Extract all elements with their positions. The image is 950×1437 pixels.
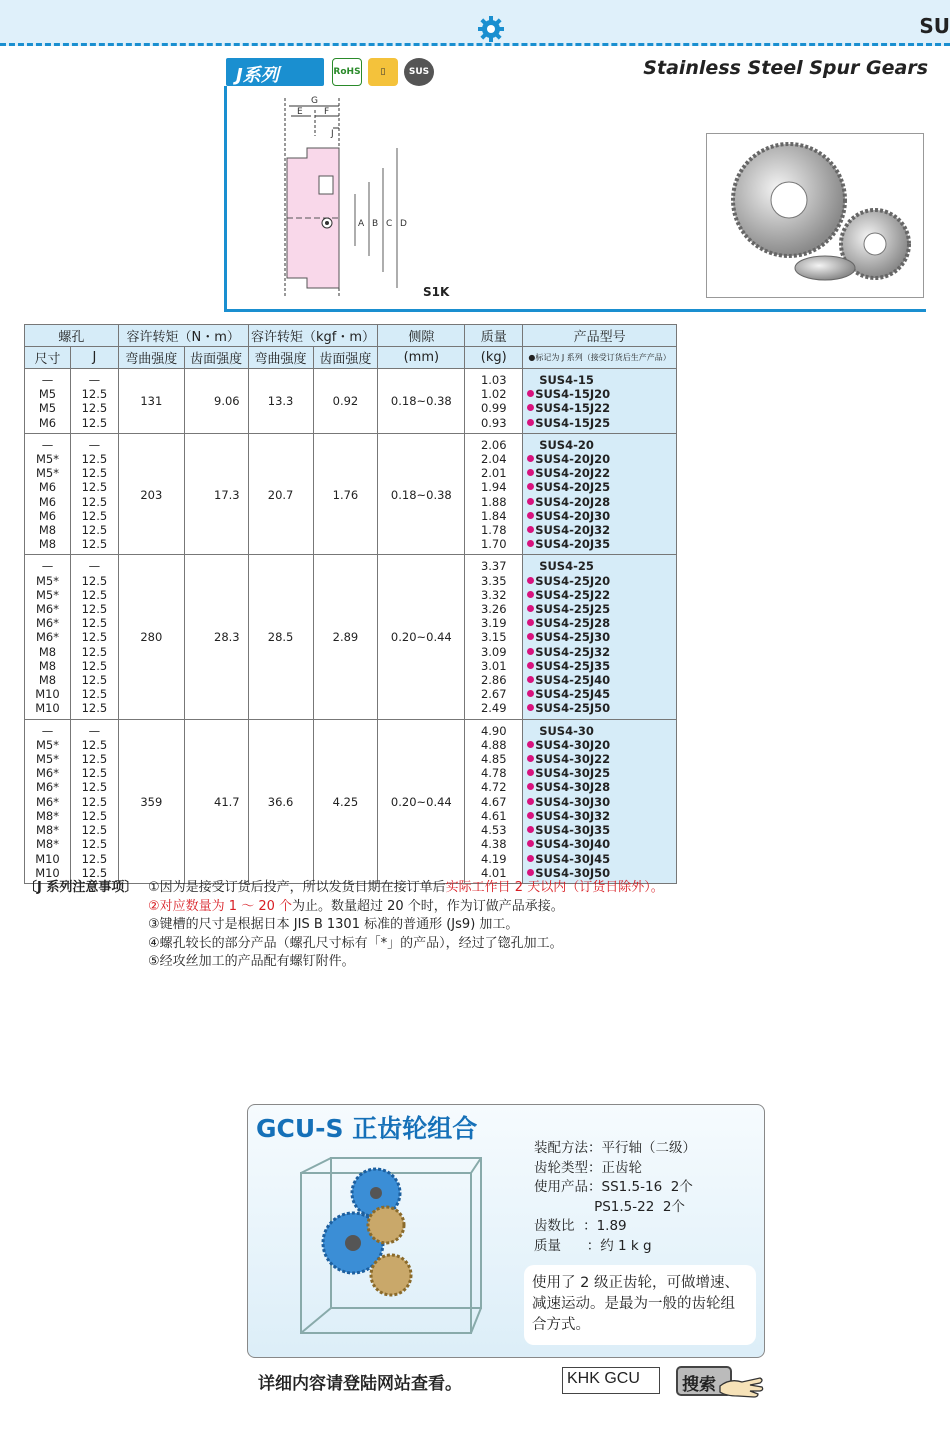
j-series-dot-icon <box>527 769 534 776</box>
j-series-dot-icon <box>527 591 534 598</box>
col-torque-kgf: 容许转矩（kgf・m） <box>248 325 378 347</box>
j-series-dot-icon <box>527 619 534 626</box>
col-size: 尺寸 <box>25 347 71 369</box>
face-nm-cell: 28.3 <box>184 555 248 719</box>
j-series-dot-icon <box>527 840 534 847</box>
j-series-dot-icon <box>527 648 534 655</box>
j-cell: — 12.5 12.5 12.5 12.5 12.5 12.5 12.5 12.5 12.5 12.5 <box>70 719 118 883</box>
mass-cell: 1.03 1.02 0.99 0.93 <box>465 369 523 434</box>
gear-cross-section-drawing <box>247 86 477 306</box>
face-kgf-cell: 1.76 <box>313 433 378 555</box>
j-series-dot-icon <box>527 512 534 519</box>
col-backlash: 侧隙 <box>378 325 465 347</box>
bend-kgf-cell: 28.5 <box>248 555 313 719</box>
face-kgf-cell: 0.92 <box>313 369 378 434</box>
spec-table <box>24 324 677 884</box>
bend-nm-cell: 280 <box>118 555 184 719</box>
j-series-dot-icon <box>527 498 534 505</box>
face-nm-cell: 41.7 <box>184 719 248 883</box>
col-model-note: ●标记为 J 系列（接受订货后生产产品） <box>523 347 677 369</box>
dim-g-label: G <box>311 96 318 106</box>
col-backlash-unit: (mm) <box>378 347 465 369</box>
j-series-dot-icon <box>527 483 534 490</box>
table-row <box>25 555 677 719</box>
j-series-dot-icon <box>527 812 534 819</box>
notes-title: 〔J 系列注意事项〕 <box>24 880 138 895</box>
gcu-promo-box <box>247 1104 765 1358</box>
face-nm-cell: 17.3 <box>184 433 248 555</box>
search-input[interactable]: KHK GCU <box>562 1367 660 1394</box>
j-series-dot-icon <box>527 690 534 697</box>
table-row <box>25 369 677 434</box>
backlash-cell: 0.20~0.44 <box>378 555 465 719</box>
j-series-dot-icon <box>527 633 534 640</box>
sus-material-icon: SUS <box>404 58 434 86</box>
mass-cell: 3.37 3.35 3.32 3.26 3.19 3.15 3.09 3.01 2.86 2.67 2.49 <box>465 555 523 719</box>
j-series-dot-icon <box>527 404 534 411</box>
col-bend-nm: 弯曲强度 <box>118 347 184 369</box>
page-title: Stainless Steel Spur Gears <box>643 57 928 79</box>
col-screw-hole: 螺孔 <box>25 325 119 347</box>
note-3: ③键槽的尺寸是根据日本 JIS B 1301 标准的普通形 (Js9) 加工。 <box>148 917 519 932</box>
face-kgf-cell: 2.89 <box>313 555 378 719</box>
dim-a-label: A <box>358 219 365 229</box>
col-face-kgf: 齿面强度 <box>313 347 378 369</box>
col-mass-unit: (kg) <box>465 347 523 369</box>
pointing-hand-icon <box>716 1372 766 1402</box>
search-button[interactable]: 搜索 <box>676 1366 732 1396</box>
gcu-description: 使用了 2 级正齿轮，可做增速、减速运动。是最为一般的齿轮组合方式。 <box>524 1265 756 1345</box>
j-series-dot-icon <box>527 676 534 683</box>
model-cell: SUS4-15 SUS4-15J20 SUS4-15J22 SUS4-15J25 <box>523 369 677 434</box>
j-series-dot-icon <box>527 390 534 397</box>
j-series-dot-icon <box>527 755 534 762</box>
bend-nm-cell: 359 <box>118 719 184 883</box>
gear-assembly-image <box>291 1153 491 1345</box>
size-cell: — M5* M5* M6* M6* M6* M8 M8 M8 M10 M10 <box>25 555 71 719</box>
j-series-dot-icon <box>527 826 534 833</box>
dim-j-label: J <box>331 129 334 139</box>
col-torque-nm: 容许转矩（N・m） <box>118 325 248 347</box>
table-row <box>25 433 677 555</box>
backlash-cell: 0.18~0.38 <box>378 369 465 434</box>
j-series-dot-icon <box>527 419 534 426</box>
j-series-dot-icon <box>527 605 534 612</box>
note-2: ②对应数量为 1 ～ 20 个为止。数量超过 20 个时，作为订做产品承接。 <box>148 898 564 914</box>
page-corner-text: SU <box>919 14 950 38</box>
dim-e-label: E <box>297 107 303 117</box>
certification-badges <box>332 58 434 86</box>
size-cell: — M5* M5* M6* M6* M6* M8* M8* M8* M10 M10 <box>25 719 71 883</box>
j-cell: — 12.5 12.5 12.5 12.5 12.5 12.5 12.5 12.5 12.5 12.5 <box>70 555 118 719</box>
dim-c-label: C <box>386 219 393 229</box>
bend-nm-cell: 203 <box>118 433 184 555</box>
dim-f-label: F <box>324 107 330 117</box>
bend-kgf-cell: 36.6 <box>248 719 313 883</box>
j-cell: — 12.5 12.5 12.5 <box>70 369 118 434</box>
gear-icon <box>478 16 504 42</box>
j-series-dot-icon <box>527 455 534 462</box>
table-row <box>25 719 677 883</box>
col-face-nm: 齿面强度 <box>184 347 248 369</box>
dim-b-label: B <box>372 219 379 229</box>
col-model: 产品型号 <box>523 325 677 347</box>
bend-kgf-cell: 20.7 <box>248 433 313 555</box>
flat-type-icon: ▯ <box>368 58 398 86</box>
j-series-dot-icon <box>527 798 534 805</box>
mass-cell: 2.06 2.04 2.01 1.94 1.88 1.84 1.78 1.70 <box>465 433 523 555</box>
model-cell: SUS4-25 SUS4-25J20 SUS4-25J22 SUS4-25J25 SUS4-25J28 SUS4-25J30 SUS4-25J32 SUS4-25J35 SUS4-25J40 SUS4-25J45 SUS4-25J50 <box>523 555 677 719</box>
gcu-spec-list: 装配方法：平行轴（二级） 齿轮类型：正齿轮 使用产品：SS1.5-16 2个 PS1.5-22 2个 齿数比 ：1.89 质量 ：约 1 k g <box>534 1140 696 1254</box>
series-tag: J系列 <box>226 58 324 86</box>
model-cell: SUS4-20 SUS4-20J20 SUS4-20J22 SUS4-20J25 SUS4-20J28 SUS4-20J30 SUS4-20J32 SUS4-20J35 <box>523 433 677 555</box>
product-photo <box>706 133 924 298</box>
j-series-dot-icon <box>527 540 534 547</box>
col-mass: 质量 <box>465 325 523 347</box>
face-kgf-cell: 4.25 <box>313 719 378 883</box>
face-nm-cell: 9.06 <box>184 369 248 434</box>
j-series-dot-icon <box>527 469 534 476</box>
top-banner <box>0 0 950 46</box>
gcu-title: GCU-S 正齿轮组合 <box>256 1114 478 1143</box>
backlash-cell: 0.18~0.38 <box>378 433 465 555</box>
j-series-dot-icon <box>527 741 534 748</box>
j-series-dot-icon <box>527 526 534 533</box>
footer-text: 详细内容请登陆网站查看。 <box>258 1374 462 1394</box>
j-series-dot-icon <box>527 783 534 790</box>
drawing-label: S1K <box>423 285 450 299</box>
j-cell: — 12.5 12.5 12.5 12.5 12.5 12.5 12.5 <box>70 433 118 555</box>
mass-cell: 4.90 4.88 4.85 4.78 4.72 4.67 4.61 4.53 4.38 4.19 4.01 <box>465 719 523 883</box>
model-cell: SUS4-30 SUS4-30J20 SUS4-30J22 SUS4-30J25 SUS4-30J28 SUS4-30J30 SUS4-30J32 SUS4-30J35 SUS4-30J40 SUS4-30J45 SUS4-30J50 <box>523 719 677 883</box>
j-series-dot-icon <box>527 704 534 711</box>
col-j: J <box>70 347 118 369</box>
j-series-dot-icon <box>527 577 534 584</box>
col-bend-kgf: 弯曲强度 <box>248 347 313 369</box>
j-series-dot-icon <box>527 855 534 862</box>
note-5: ⑤经攻丝加工的产品配有螺钉附件。 <box>148 954 355 969</box>
note-1: ①因为是接受订货后投产，所以发货日期在接订单后实际工作日 2 天以内（订货日除外）。 <box>148 880 664 895</box>
bend-kgf-cell: 13.3 <box>248 369 313 434</box>
rohs-icon: RoHS <box>332 58 362 86</box>
size-cell: — M5 M5 M6 <box>25 369 71 434</box>
bend-nm-cell: 131 <box>118 369 184 434</box>
note-4: ④螺孔较长的部分产品（螺孔尺寸标有「*」的产品），经过了锪孔加工。 <box>148 935 563 951</box>
size-cell: — M5* M5* M6 M6 M6 M8 M8 <box>25 433 71 555</box>
j-series-dot-icon <box>527 869 534 876</box>
backlash-cell: 0.20~0.44 <box>378 719 465 883</box>
j-series-dot-icon <box>527 662 534 669</box>
dim-d-label: D <box>400 219 407 229</box>
